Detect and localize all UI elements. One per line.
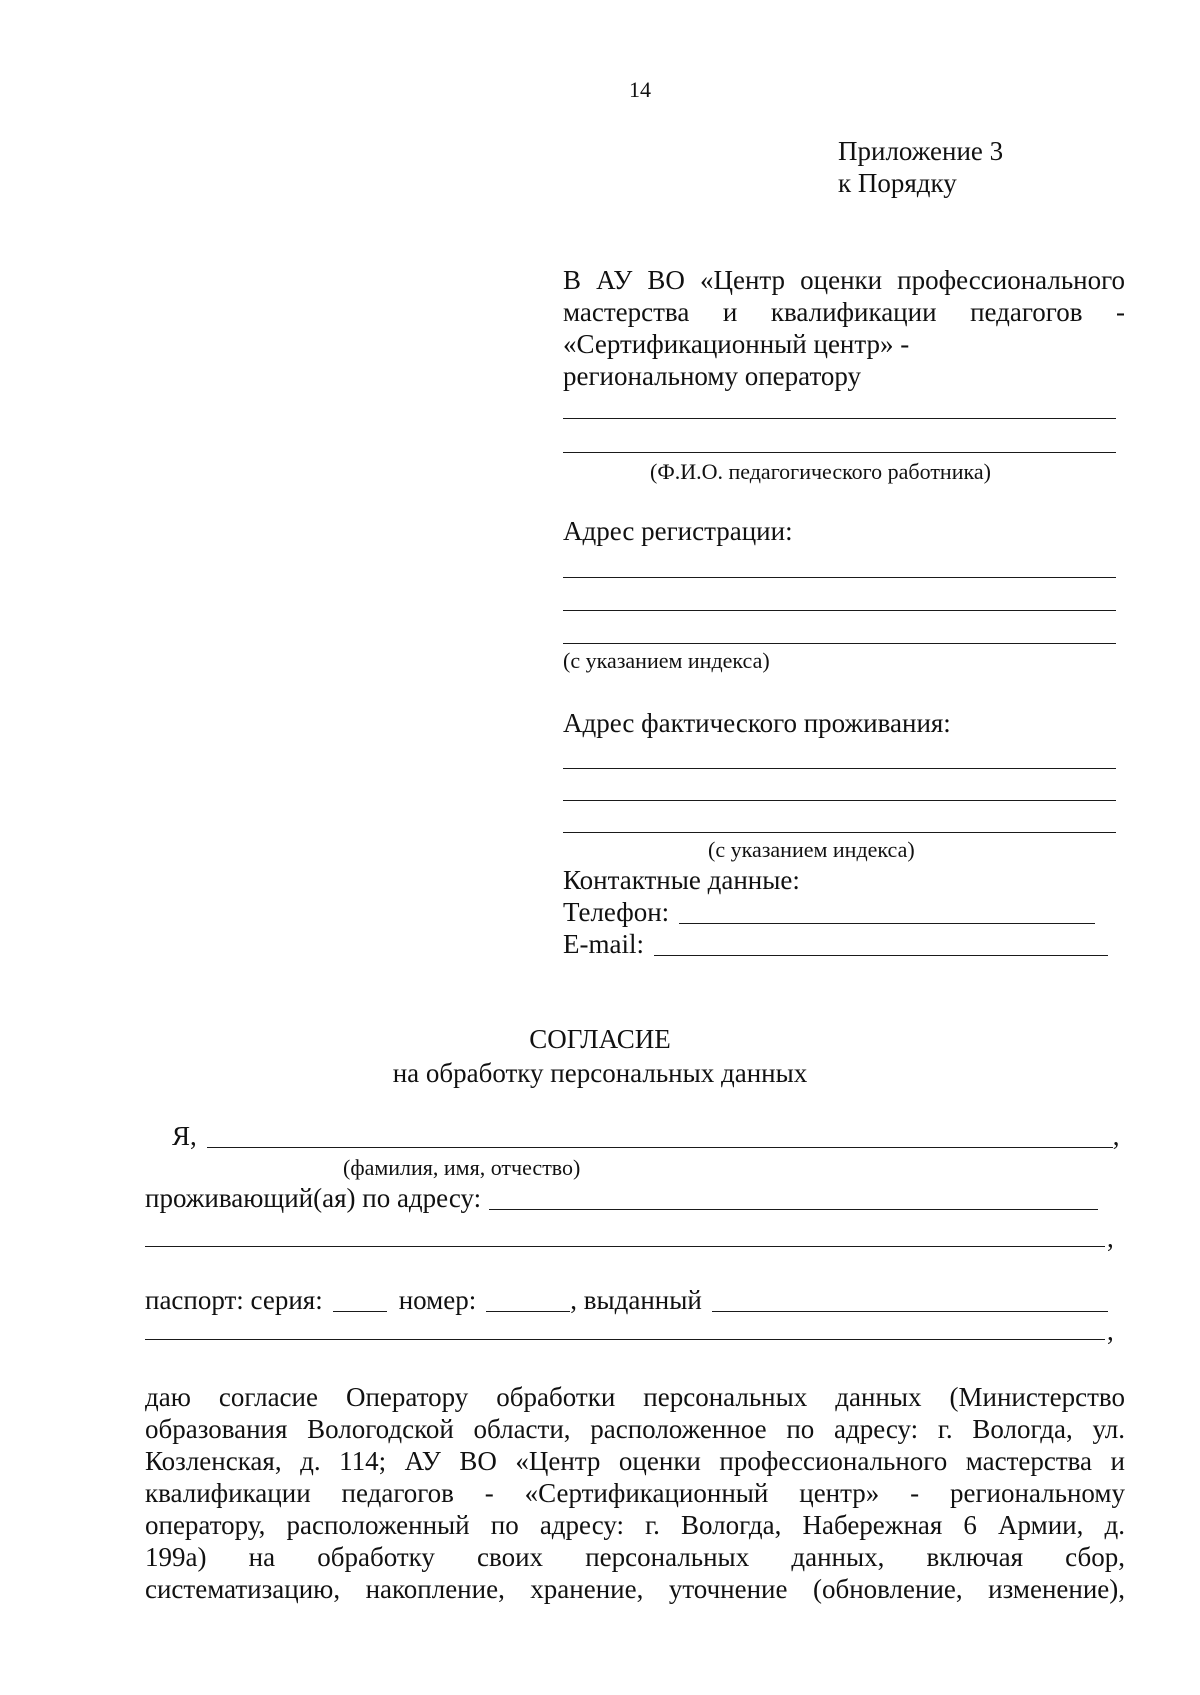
address-comma: ,	[1107, 1223, 1114, 1253]
passport-number-label: номер:	[398, 1285, 477, 1315]
passport-issued-label: , выданный	[570, 1285, 702, 1315]
contacts-label: Контактные данные:	[563, 865, 800, 895]
phone-row	[563, 896, 1095, 928]
registration-blank-line-1[interactable]	[563, 577, 1116, 578]
email-label: E-mail:	[563, 929, 644, 959]
i-label: Я,	[172, 1121, 197, 1151]
consent-subtitle: на обработку персональных данных	[392, 1058, 808, 1088]
registration-caption: (с указанием индекса)	[563, 648, 770, 673]
body-line-5: оператору, расположенный по адресу: г. Вологда, Набережная 6 Армии, д.	[145, 1510, 1125, 1540]
residence-blank-line-2[interactable]	[563, 800, 1116, 801]
passport-series-label: паспорт: серия:	[145, 1285, 323, 1315]
email-row	[563, 928, 1108, 960]
passport-number-field[interactable]	[486, 1287, 570, 1312]
address-field[interactable]	[489, 1185, 1098, 1210]
passport-series-field[interactable]	[333, 1287, 387, 1312]
passport-issued-by-field[interactable]	[712, 1287, 1108, 1312]
body-line-1: даю согласие Оператору обработки персональных данных (Министерство	[145, 1382, 1125, 1412]
fio-blank-line-2[interactable]	[563, 452, 1116, 453]
body-line-2: образования Вологодской области, расположенное по адресу: г. Вологда, ул.	[145, 1414, 1125, 1444]
email-field[interactable]	[654, 931, 1108, 956]
registration-label: Адрес регистрации:	[563, 516, 793, 546]
addressee-line-1: В АУ ВО «Центр оценки профессионального	[563, 265, 1125, 295]
residence-blank-line-1[interactable]	[563, 768, 1116, 769]
addressee-line-2: мастерства и квалификации педагогов -	[563, 297, 1125, 327]
addressee-line-3: «Сертификационный центр» -	[563, 329, 910, 359]
passport-row	[145, 1284, 1108, 1316]
address-row	[145, 1182, 1098, 1214]
fio-row-comma: ,	[1112, 1121, 1120, 1151]
full-name-caption: (фамилия, имя, отчество)	[343, 1155, 581, 1180]
appendix-title: Приложение 3	[838, 136, 1004, 166]
address-label: проживающий(ая) по адресу:	[145, 1183, 482, 1213]
full-name-field[interactable]	[207, 1123, 1113, 1148]
page-number: 14	[629, 77, 651, 102]
fio-row	[172, 1120, 1120, 1152]
addressee-line-4: региональному оператору	[563, 361, 862, 391]
body-line-3: Козленская, д. 114; АУ ВО «Центр оценки профессионального мастерства и	[145, 1446, 1125, 1476]
passport-issued-continuation[interactable]	[145, 1339, 1105, 1340]
fio-caption: (Ф.И.О. педагогического работника)	[650, 459, 991, 484]
residence-label: Адрес фактического проживания:	[563, 708, 951, 738]
address-field-continuation[interactable]	[145, 1246, 1105, 1247]
phone-label: Телефон:	[563, 897, 670, 927]
consent-title: СОГЛАСИЕ	[529, 1024, 671, 1054]
appendix-subtitle: к Порядку	[838, 168, 957, 198]
residence-blank-line-3[interactable]	[563, 832, 1116, 833]
residence-caption: (с указанием индекса)	[708, 837, 915, 862]
registration-blank-line-3[interactable]	[563, 643, 1116, 644]
body-line-6: 199а) на обработку своих персональных данных, включая сбор,	[145, 1542, 1125, 1572]
passport-comma: ,	[1107, 1316, 1114, 1346]
body-line-4: квалификации педагогов - «Сертификационный центр» - региональному	[145, 1478, 1125, 1508]
registration-blank-line-2[interactable]	[563, 610, 1116, 611]
fio-blank-line-1[interactable]	[563, 418, 1116, 419]
body-line-7: систематизацию, накопление, хранение, уточнение (обновление, изменение),	[145, 1574, 1125, 1604]
phone-field[interactable]	[679, 899, 1095, 924]
